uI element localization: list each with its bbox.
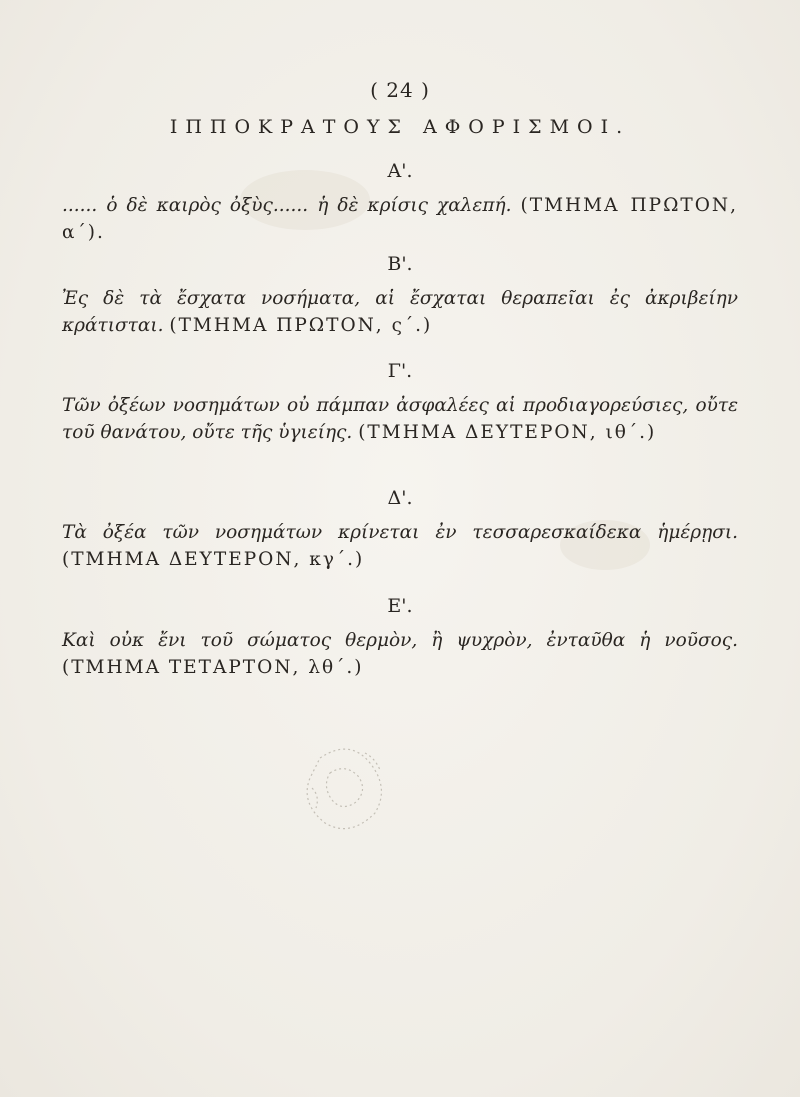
- page-number: ( 24 ): [370, 78, 430, 102]
- aphorism-reference: (ΤΜΗΜΑ ΠΡΩΤΟΝ, α΄).: [62, 195, 738, 243]
- aphorism-reference: (ΤΜΗΜΑ ΔΕΥΤΕΡΟΝ, κγ΄.): [62, 549, 365, 570]
- aphorism-numeral: Β'.: [387, 253, 413, 275]
- aphorism-2: [62, 253, 738, 339]
- aphorism-text: Τῶν ὀξέων νοσημάτων οὐ πάμπαν ἀσφαλέες αἱ προδιαγορεύσιες, οὔτε τοῦ θανάτου, οὔτε τῆς ὑγιείης.: [62, 395, 738, 443]
- aphorism-body: [62, 285, 738, 339]
- aphorism-reference: (ΤΜΗΜΑ ΠΡΩΤΟΝ, ς΄.): [169, 315, 433, 336]
- aphorism-4: [62, 487, 738, 573]
- aphorism-3: [62, 360, 738, 446]
- aphorism-body: [62, 627, 738, 681]
- aphorism-reference: (ΤΜΗΜΑ ΤΕΤΑΡΤΟΝ, λθ΄.): [62, 657, 364, 678]
- aphorism-body: [62, 519, 738, 573]
- running-title: ΙΠΠΟΚΡΑΤΟΥΣ ΑΦΟΡΙΣΜΟΙ.: [169, 116, 631, 138]
- aphorism-5: [62, 595, 738, 681]
- faded-vignette-icon: [290, 738, 400, 838]
- aphorism-reference: (ΤΜΗΜΑ ΔΕΥΤΕΡΟΝ, ιθ΄.): [358, 422, 657, 443]
- aphorism-1: [62, 160, 738, 246]
- aphorism-text: Καὶ οὐκ ἔνι τοῦ σώματος θερμὸν, ἢ ψυχρὸν, ἐνταῦθα ἡ νοῦσος.: [62, 630, 738, 651]
- aphorism-numeral: Γ'.: [387, 360, 413, 382]
- aphorism-text: Ἐς δὲ τὰ ἔσχατα νοσήματα, αἱ ἔσχαται θεραπεῖαι ἐς ἀκριβείην κράτισται.: [62, 288, 738, 336]
- aphorism-numeral: Ε'.: [387, 595, 413, 617]
- aphorism-body: [62, 392, 738, 446]
- aphorism-body: [62, 192, 738, 246]
- aphorism-numeral: Α'.: [387, 160, 413, 182]
- aphorism-numeral: Δ'.: [387, 487, 413, 509]
- aphorism-text: ...... ὁ δὲ καιρὸς ὀξὺς...... ἡ δὲ κρίσις χαλεπή.: [62, 195, 512, 216]
- aphorism-text: Τὰ ὀξέα τῶν νοσημάτων κρίνεται ἐν τεσσαρεσκαίδεκα ἡμέρῃσι.: [62, 522, 738, 543]
